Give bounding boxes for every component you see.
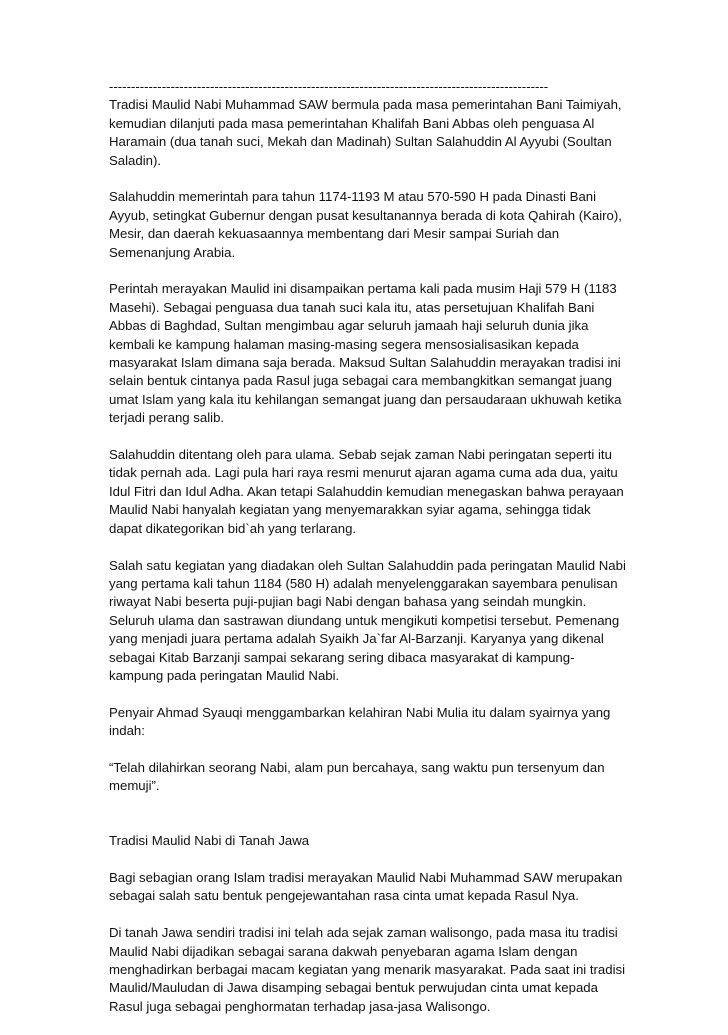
text-line: Di tanah Jawa sendiri tradisi ini telah ada sejak zaman walisongo, pada masa itu tradisi (109, 925, 618, 941)
text-line: Seluruh ulama dan sastrawan diundang untuk mengikuti kompetisi tersebut. Pemenang (109, 612, 620, 628)
text-line: Salahuddin memerintah para tahun 1174-1193 M atau 570-590 H pada Dinasti Bani (109, 189, 597, 205)
text-line: kemudian dilanjuti pada masa pemerintahan Khalifah Bani Abbas oleh penguasa Al (109, 115, 595, 131)
text-line: Salah satu kegiatan yang diadakan oleh Sultan Salahuddin pada peringatan Maulid Nabi (109, 557, 626, 573)
text-line: Maulid/Mauludan di Jawa disamping sebagai bentuk perwujudan cinta umat kepada (109, 980, 598, 996)
text-line: selain bentuk cintanya pada Rasul juga sebagai cara membangkitkan semangat juang (109, 373, 612, 389)
text-line: Perintah merayakan Maulid ini disampaikan pertama kali pada musim Haji 579 H (1183 (109, 281, 617, 297)
text-line: “Telah dilahirkan seorang Nabi, alam pun bercahaya, sang waktu pun tersenyum dan (109, 759, 605, 775)
paragraph-3 (109, 280, 629, 427)
text-line: memuji”. (109, 778, 160, 794)
spacer (109, 814, 629, 832)
text-line: Masehi). Sebagai penguasa dua tanah suci kala itu, atas persetujuan Khalifah Bani (109, 299, 595, 315)
text-line: riwayat Nabi beserta puji-pujian bagi Nabi dengan bahasa yang seindah mungkin. (109, 594, 587, 610)
paragraph-4 (109, 446, 629, 538)
document-body (109, 78, 629, 1035)
text-line: yang pertama kali tahun 1184 (580 H) adalah menyelenggarakan sayembara penulisan (109, 575, 618, 591)
section-heading (109, 832, 629, 850)
paragraph-8 (109, 924, 629, 1016)
text-line: Abbas di Baghdad, Sultan mengimbau agar seluruh jamaah haji seluruh dunia jika (109, 318, 589, 334)
text-line: masyarakat Islam dimana saja berada. Maksud Sultan Salahuddin merayakan tradisi ini (109, 355, 621, 371)
text-line: kembali ke kampung halaman masing-masing segera mensosialisasikan kepada (109, 336, 579, 352)
text-line: sebagai Kitab Barzanji sampai sekarang sering dibaca masyarakat di kampung- (109, 649, 575, 665)
paragraph-1 (109, 96, 629, 170)
text-line: indah: (109, 723, 145, 739)
text-line: menghadirkan berbagai macam kegiatan yang menarik masyarakat. Pada saat ini tradisi (109, 961, 626, 977)
paragraph-7 (109, 869, 629, 906)
paragraph-5 (109, 557, 629, 686)
text-line: Idul Fitri dan Idul Adha. Akan tetapi Salahuddin kemudian menegaskan bahwa perayaan (109, 483, 624, 499)
text-line: umat Islam yang kala itu kehilangan semangat juang dan persaudaraan ukhuwah ketika (109, 391, 622, 407)
text-line: Penyair Ahmad Syauqi menggambarkan kelahiran Nabi Mulia itu dalam syairnya yang (109, 704, 611, 720)
separator-line: ---------------------------------------------------------------------------------------------------- (109, 79, 549, 94)
paragraph-2 (109, 188, 629, 262)
text-line: terjadi perang salib. (109, 410, 225, 426)
text-line: Rasul juga sebagai penghormatan terhadap jasa-jasa Walisongo. (109, 998, 491, 1014)
text-line: yang menjadi juara pertama adalah Syaikh Ja`far Al-Barzanji. Karyanya yang dikenal (109, 631, 604, 647)
text-line: tidak pernah ada. Lagi pula hari raya resmi menurut ajaran agama cuma ada dua, yaitu (109, 465, 618, 481)
text-line: Semenanjung Arabia. (109, 244, 236, 260)
text-line: Saladin). (109, 152, 162, 168)
text-line: Ayyub, setingkat Gubernur dengan pusat kesultanannya berada di kota Qahirah (Kairo), (109, 207, 622, 223)
heading-text: Tradisi Maulid Nabi di Tanah Jawa (109, 833, 310, 849)
text-line: kampung pada peringatan Maulid Nabi. (109, 667, 340, 683)
quote-paragraph (109, 759, 629, 796)
text-line: dapat dikategorikan bid`ah yang terlarang. (109, 520, 357, 536)
text-line: Tradisi Maulid Nabi Muhammad SAW bermula pada masa pemerintahan Bani Taimiyah, (109, 97, 622, 113)
text-line: Bagi sebagian orang Islam tradisi merayakan Maulid Nabi Muhammad SAW merupakan (109, 869, 623, 885)
text-line: Maulid Nabi dijadikan sebagai sarana dakwah penyebaran agama Islam dengan (109, 943, 578, 959)
text-line: Salahuddin ditentang oleh para ulama. Sebab sejak zaman Nabi peringatan seperti itu (109, 447, 612, 463)
text-line: Haramain (dua tanah suci, Mekah dan Madinah) Sultan Salahuddin Al Ayyubi (Soultan (109, 134, 612, 150)
text-line: Mesir, dan daerah kekuasaannya membentang dari Mesir sampai Suriah dan (109, 226, 560, 242)
paragraph-6 (109, 704, 629, 741)
text-line: Maulid Nabi hanyalah kegiatan yang menyemarakkan syiar agama, sehingga tidak (109, 502, 591, 518)
text-line: sebagai salah satu bentuk pengejewantahan rasa cinta umat kepada Rasul Nya. (109, 888, 579, 904)
